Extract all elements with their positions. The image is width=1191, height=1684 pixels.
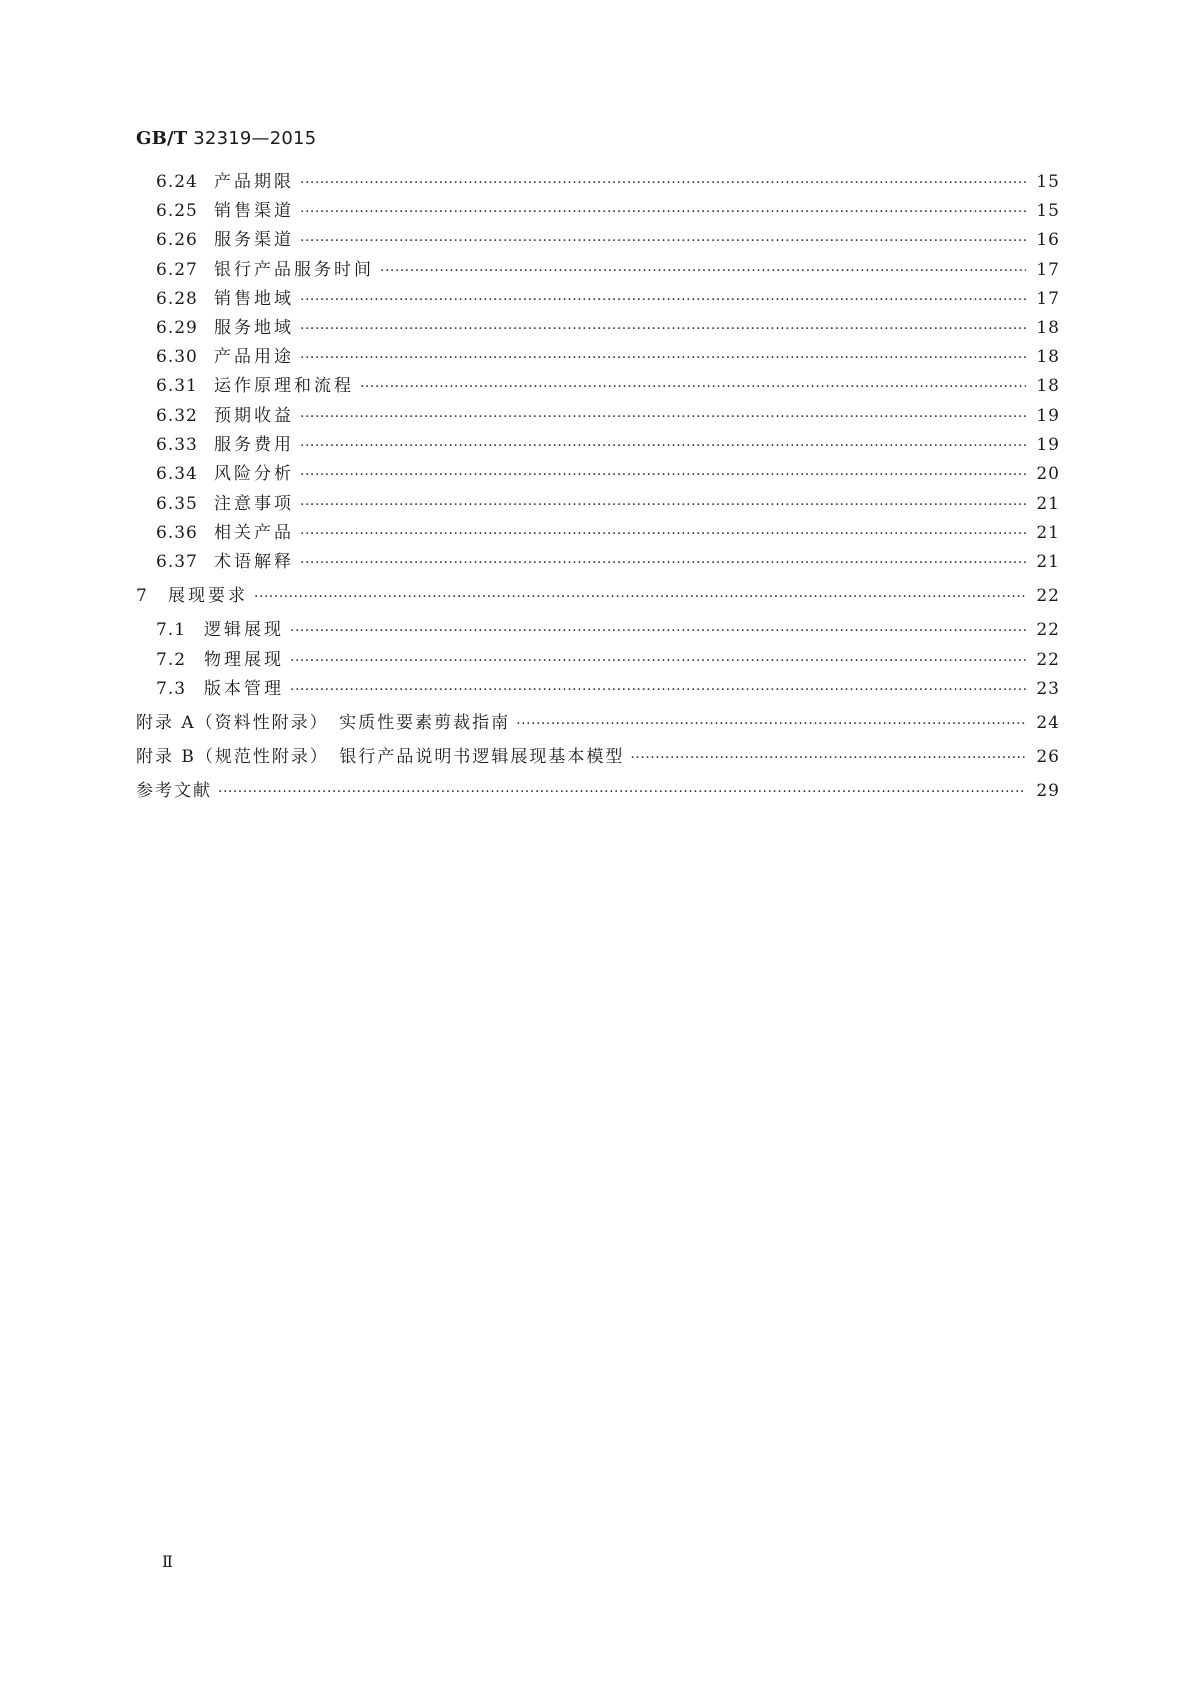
- dot-leader: [300, 405, 1026, 429]
- toc-entry[interactable]: [156, 228, 1060, 252]
- dot-leader: [630, 746, 1026, 770]
- toc-annex-a[interactable]: [136, 711, 1060, 735]
- toc-entry-title: 附录 B（规范性附录） 银行产品说明书逻辑展现基本模型: [136, 747, 625, 767]
- toc-entry-page: 21: [1036, 523, 1060, 543]
- toc-entry[interactable]: [156, 677, 1060, 701]
- dot-leader: [300, 229, 1026, 253]
- toc-entry[interactable]: [156, 521, 1060, 545]
- standard-code: GB/T: [136, 128, 188, 149]
- dot-leader: [300, 288, 1026, 312]
- toc-entry-number: 6.31: [156, 376, 198, 396]
- toc-entry-title: 产品期限: [214, 172, 294, 192]
- toc-entry-number: 6.25: [156, 201, 198, 221]
- toc-entry-page: 16: [1036, 230, 1060, 250]
- toc-entry[interactable]: [156, 618, 1060, 642]
- toc-entry-title: 物理展现: [204, 650, 284, 670]
- toc-entry[interactable]: [156, 462, 1060, 486]
- toc-entry-page: 18: [1036, 347, 1060, 367]
- toc-entry-title: 参考文献: [136, 781, 212, 801]
- dot-leader: [290, 678, 1026, 702]
- toc-entry-number: 6.35: [156, 494, 198, 514]
- dot-leader: [300, 346, 1026, 370]
- toc-entry-page: 22: [1036, 620, 1060, 640]
- toc-entry-title: 银行产品服务时间: [214, 260, 374, 280]
- toc-entry-number: 7: [136, 586, 148, 606]
- toc-entry[interactable]: [156, 404, 1060, 428]
- toc-entry[interactable]: [156, 199, 1060, 223]
- toc-bibliography[interactable]: [136, 779, 1060, 803]
- toc-entry-page: 19: [1036, 435, 1060, 455]
- dot-leader: [254, 585, 1026, 609]
- toc-entry[interactable]: [156, 345, 1060, 369]
- toc-entry-page: 15: [1036, 172, 1060, 192]
- toc-entry-page: 24: [1036, 713, 1060, 733]
- toc-entry[interactable]: [156, 287, 1060, 311]
- toc-entry-page: 20: [1036, 464, 1060, 484]
- toc-entry-title: 预期收益: [214, 406, 294, 426]
- toc-entry-number: 6.32: [156, 406, 198, 426]
- toc-entry-title: 术语解释: [214, 552, 294, 572]
- toc-entry-title: 销售地域: [214, 289, 294, 309]
- dot-leader: [300, 463, 1026, 487]
- toc-entry-title: 版本管理: [204, 679, 284, 699]
- toc-entry[interactable]: [156, 258, 1060, 282]
- toc-entry[interactable]: [156, 316, 1060, 340]
- toc-entry-number: 6.34: [156, 464, 198, 484]
- toc-entry-title: 风险分析: [214, 464, 294, 484]
- toc-entry-page: 22: [1036, 586, 1060, 606]
- toc-entry[interactable]: [156, 492, 1060, 516]
- toc-entry-page: 18: [1036, 318, 1060, 338]
- toc-entry-page: 15: [1036, 201, 1060, 221]
- toc-entry-title: 服务费用: [214, 435, 294, 455]
- dot-leader: [300, 493, 1026, 517]
- toc-chapter[interactable]: [136, 584, 1060, 608]
- toc-entry-number: 6.27: [156, 260, 198, 280]
- toc-annex-b[interactable]: [136, 745, 1060, 769]
- toc-entry-page: 19: [1036, 406, 1060, 426]
- toc-entry-number: 6.36: [156, 523, 198, 543]
- toc-entry-page: 18: [1036, 376, 1060, 396]
- dot-leader: [300, 200, 1026, 224]
- toc-entry-page: 26: [1036, 747, 1060, 767]
- toc-entry-page: 17: [1036, 289, 1060, 309]
- toc-entry-title: 注意事项: [214, 494, 294, 514]
- dot-leader: [360, 375, 1026, 399]
- dot-leader: [300, 171, 1026, 195]
- page-number: Ⅱ: [162, 1552, 173, 1571]
- standard-number: 32319—2015: [193, 128, 317, 149]
- toc-entry-number: 6.33: [156, 435, 198, 455]
- toc-entry-page: 21: [1036, 494, 1060, 514]
- toc-entry-title: 服务地域: [214, 318, 294, 338]
- toc-entry-title: 相关产品: [214, 523, 294, 543]
- toc-entry[interactable]: [156, 170, 1060, 194]
- toc-entry-number: 6.24: [156, 172, 198, 192]
- toc-entry-page: 21: [1036, 552, 1060, 572]
- dot-leader: [516, 712, 1026, 736]
- dot-leader: [218, 780, 1026, 804]
- toc-entry-number: 7.2: [156, 650, 187, 670]
- toc-entry-title: 销售渠道: [214, 201, 294, 221]
- toc-entry-number: 6.26: [156, 230, 198, 250]
- toc-entry-number: 7.3: [156, 679, 187, 699]
- toc-entry-number: 6.29: [156, 318, 198, 338]
- dot-leader: [300, 317, 1026, 341]
- toc-entry-title: 运作原理和流程: [214, 376, 354, 396]
- toc-entry-page: 29: [1036, 781, 1060, 801]
- toc-entry[interactable]: [156, 648, 1060, 672]
- toc-entry[interactable]: [156, 433, 1060, 457]
- toc-entry-title: 展现要求: [168, 586, 248, 606]
- toc-entry-number: 6.37: [156, 552, 198, 572]
- toc-entry-number: 6.28: [156, 289, 198, 309]
- dot-leader: [290, 649, 1026, 673]
- dot-leader: [300, 551, 1026, 575]
- toc-entry-number: 6.30: [156, 347, 198, 367]
- toc-entry-number: 7.1: [156, 620, 187, 640]
- dot-leader: [300, 522, 1026, 546]
- dot-leader: [290, 619, 1026, 643]
- toc-entry-title: 服务渠道: [214, 230, 294, 250]
- toc-entry-page: 23: [1036, 679, 1060, 699]
- toc-entry-page: 22: [1036, 650, 1060, 670]
- toc-entry-page: 17: [1036, 260, 1060, 280]
- toc-entry-title: 逻辑展现: [204, 620, 284, 640]
- toc-entry-title: 产品用途: [214, 347, 294, 367]
- dot-leader: [380, 259, 1026, 283]
- dot-leader: [300, 434, 1026, 458]
- toc-entry[interactable]: [156, 550, 1060, 574]
- toc-entry-title: 附录 A（资料性附录） 实质性要素剪裁指南: [136, 713, 511, 733]
- toc-entry[interactable]: [156, 374, 1060, 398]
